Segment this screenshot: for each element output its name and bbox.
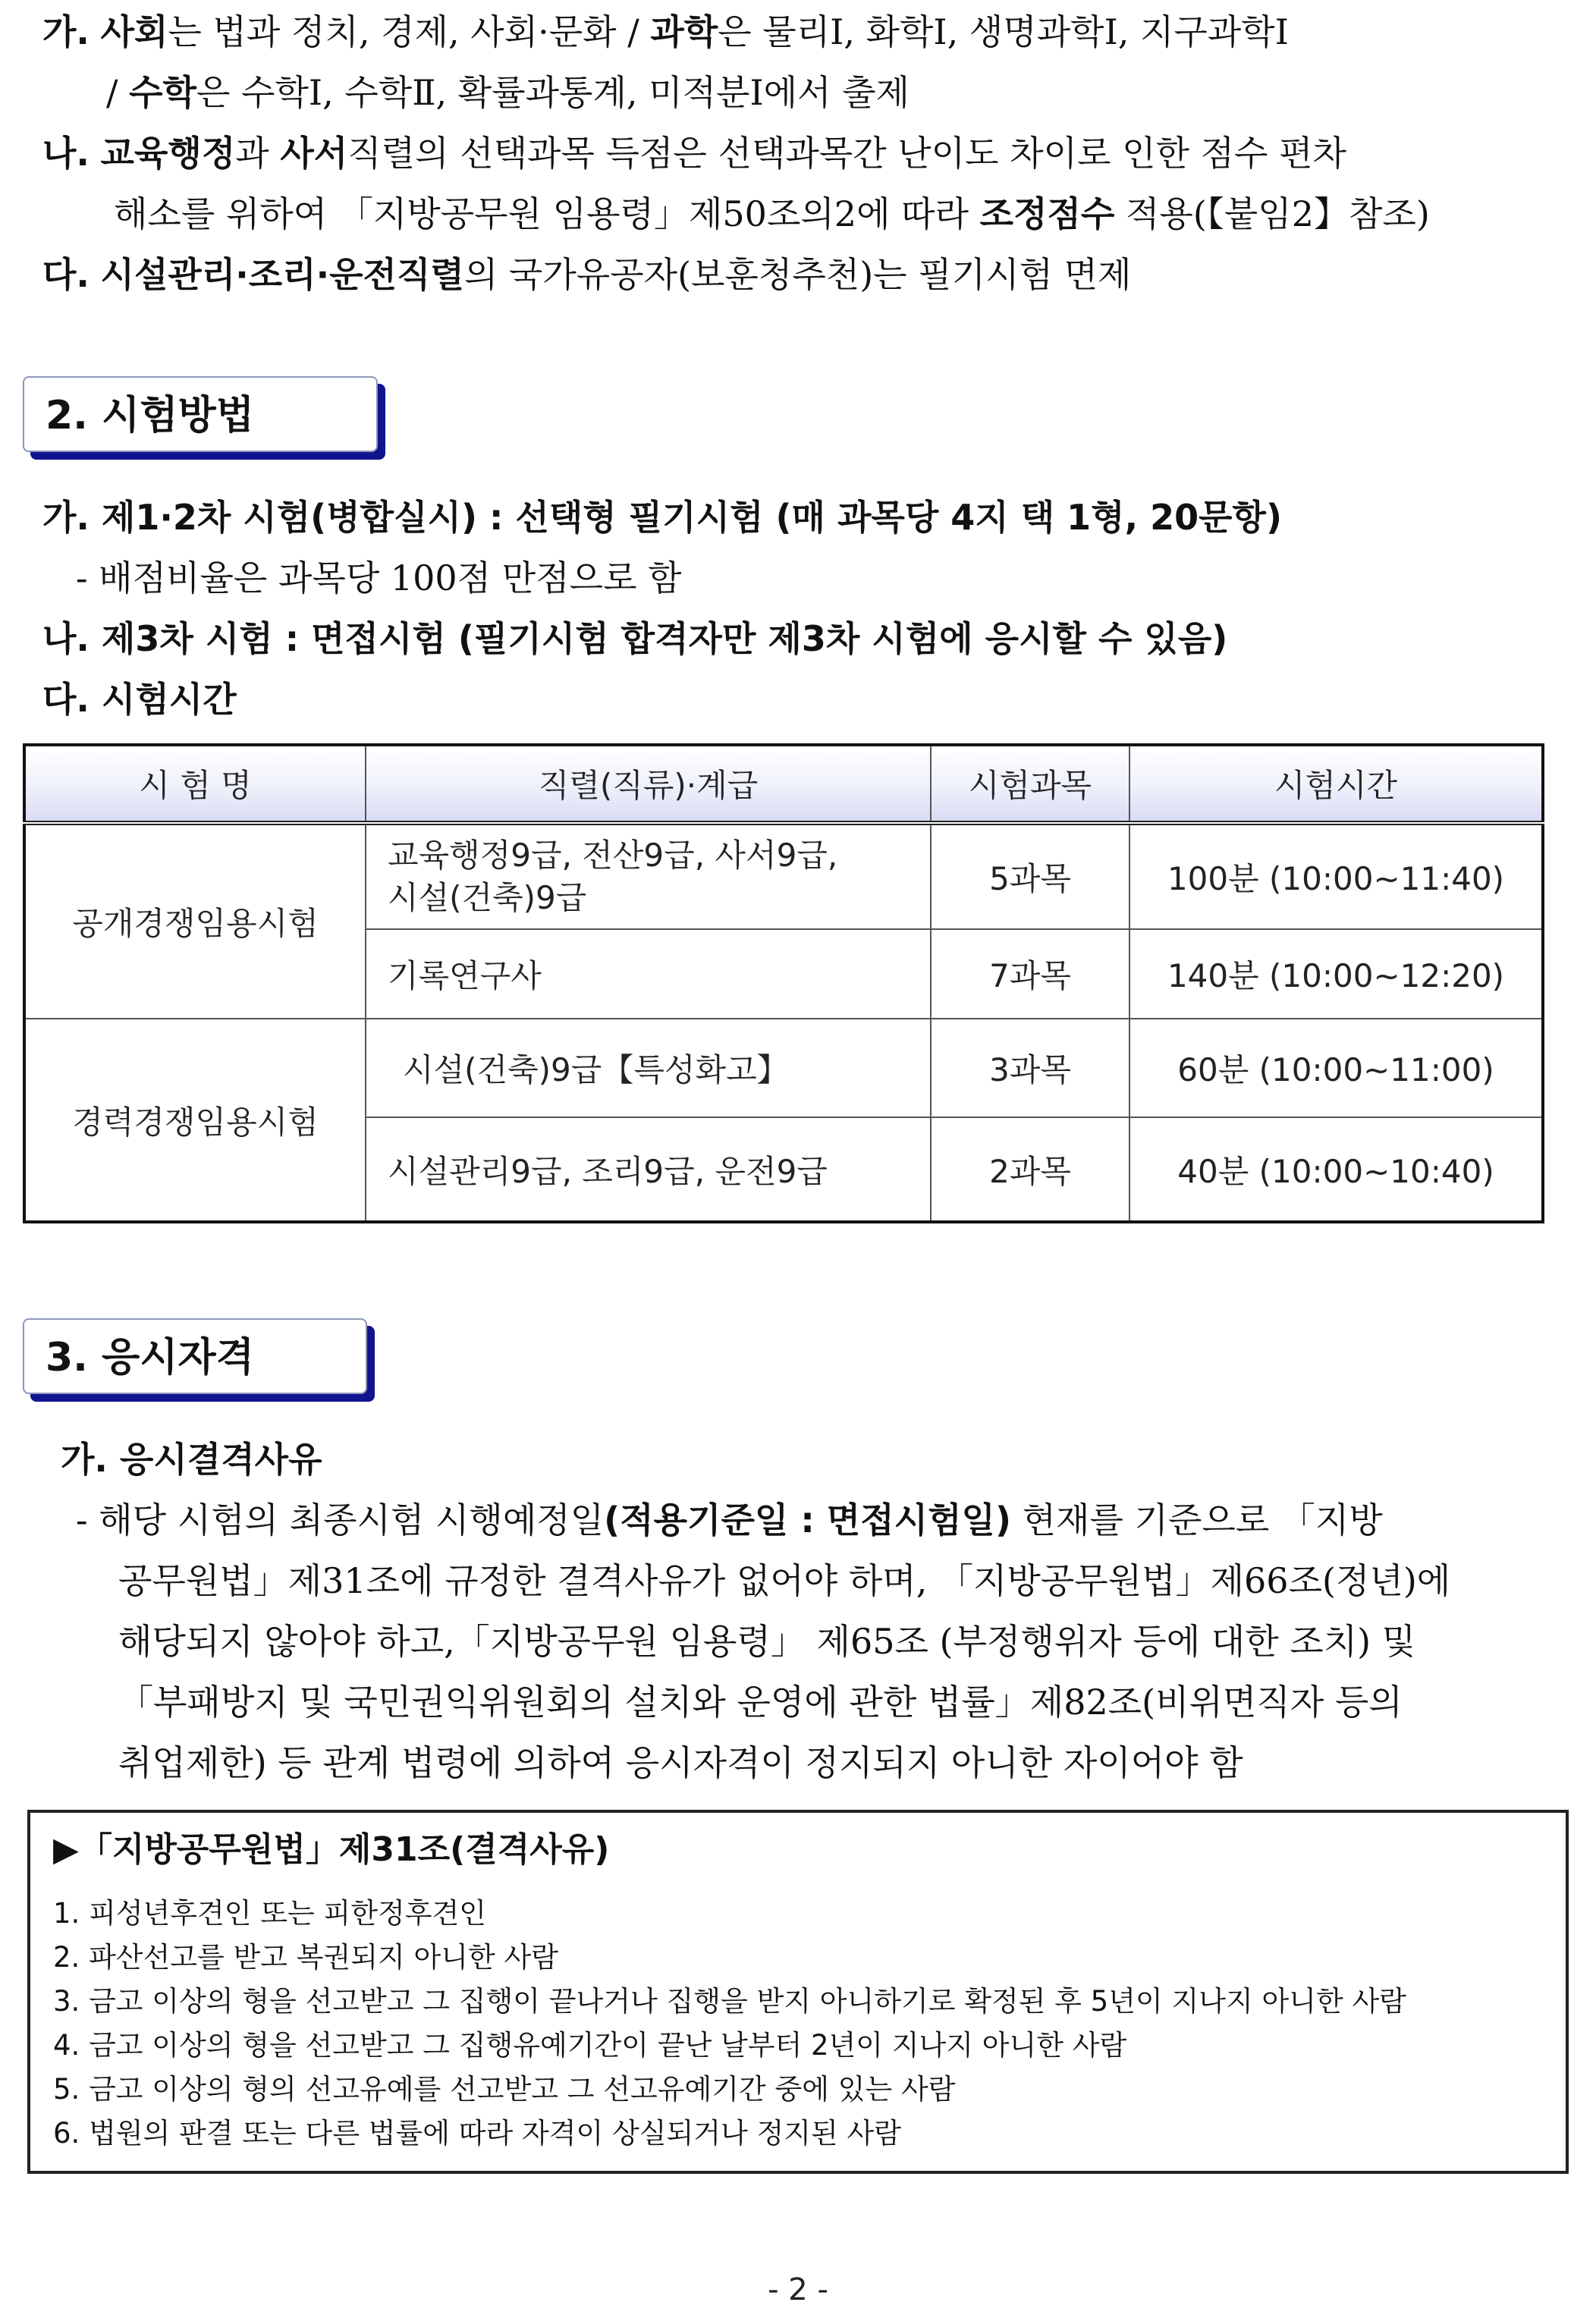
eligibility-paragraph-line: - 해당 시험의 최종시험 시행예정일(적용기준일 : 면접시험일) 현재를 기준으로 「지방: [76, 1500, 1383, 1541]
time-cell: 40분 (10:00~10:40): [1129, 1117, 1543, 1222]
table-header-row: [24, 745, 1543, 823]
law-box-title: ▶「지방공무원법」제31조(결격사유): [53, 1830, 610, 1869]
subjects-cell: 2과목: [931, 1117, 1129, 1222]
eligibility-ga: 가. 응시결격사유: [61, 1439, 322, 1480]
table-row: [24, 1019, 1543, 1117]
eligibility-paragraph-line: 「부패방지 및 국민권익위원회의 설치와 운영에 관한 법률」제82조(비위면직자 등의: [118, 1682, 1403, 1723]
subjects-cell: 7과목: [931, 929, 1129, 1019]
law-item: 2. 파산선고를 받고 복권되지 아니한 사람: [53, 1941, 558, 1974]
eligibility-paragraph-line: 공무원법」제31조에 규정한 결격사유가 없어야 하며, 「지방공무원법」제66조(정년)에: [118, 1560, 1451, 1601]
exam-method-da: 다. 시험시간: [42, 679, 237, 720]
law-item: 5. 금고 이상의 형의 선고유예를 선고받고 그 선고유예기간 중에 있는 사람: [53, 2073, 956, 2106]
series-cell: 시설(건축)9급【특성화고】: [366, 1019, 931, 1117]
exam-name-cell: 경력경쟁임용시험: [24, 1019, 366, 1222]
item-ga-continued: / 수학은 수학Ⅰ, 수학Ⅱ, 확률과통계, 미적분Ⅰ에서 출제: [106, 72, 910, 113]
item-marker: 가.: [42, 11, 90, 52]
item-na-continued: 해소를 위하여 「지방공무원 임용령」제50조의2에 따라 조정점수 적용(【붙임2】참조): [114, 193, 1430, 234]
section-title-eligibility: 3. 응시자격: [23, 1318, 367, 1394]
exam-method-ga-sub: - 배점비율은 과목당 100점 만점으로 함: [76, 557, 682, 598]
time-cell: 60분 (10:00~11:00): [1129, 1019, 1543, 1117]
series-cell: 시설관리9급, 조리9급, 운전9급: [366, 1117, 931, 1222]
disqualification-law-box: [27, 1810, 1569, 2174]
law-item: 6. 법원의 판결 또는 다른 법률에 따라 자격이 상실되거나 정지된 사람: [53, 2117, 901, 2150]
item-marker: 나.: [42, 133, 90, 174]
subjects-cell: 5과목: [931, 823, 1129, 929]
exam-time-table: [23, 743, 1544, 1223]
item-da: 다. 시설관리·조리·운전직렬의 국가유공자(보훈청추천)는 필기시험 면제: [42, 254, 1132, 295]
eligibility-paragraph-line: 취업제한) 등 관계 법령에 의하여 응시자격이 정지되지 아니한 자이어야 함: [118, 1742, 1243, 1783]
subjects-cell: 3과목: [931, 1019, 1129, 1117]
series-cell: 교육행정9급, 전산9급, 사서9급, 시설(건축)9급: [366, 823, 931, 929]
item-ga: 가. 사회는 법과 정치, 경제, 사회·문화 / 과학은 물리Ⅰ, 화학Ⅰ, 생명과학Ⅰ, 지구과학Ⅰ: [42, 11, 1289, 52]
page-number: - 2 -: [768, 2272, 828, 2307]
series-cell: 기록연구사: [366, 929, 931, 1019]
eligibility-paragraph-line: 해당되지 않아야 하고,「지방공무원 임용령」 제65조 (부정행위자 등에 대한 조치) 및: [118, 1621, 1416, 1662]
table-row: [24, 823, 1543, 929]
section-title-exam-method: 2. 시험방법: [23, 376, 378, 452]
law-item: 4. 금고 이상의 형을 선고받고 그 집행유예기간이 끝난 날부터 2년이 지나지 아니한 사람: [53, 2029, 1127, 2062]
header-exam-name: 시 험 명: [24, 745, 366, 823]
exam-name-cell: 공개경쟁임용시험: [24, 823, 366, 1019]
exam-method-ga: 가. 제1·2차 시험(병합실시) : 선택형 필기시험 (매 과목당 4지 택 1형, 20문항): [42, 497, 1283, 538]
header-series-grade: 직렬(직류)·계급: [366, 745, 931, 823]
time-cell: 140분 (10:00~12:20): [1129, 929, 1543, 1019]
item-marker: 다.: [42, 254, 90, 295]
time-cell: 100분 (10:00~11:40): [1129, 823, 1543, 929]
header-exam-time: 시험시간: [1129, 745, 1543, 823]
law-item: 3. 금고 이상의 형을 선고받고 그 집행이 끝나거나 집행을 받지 아니하기로 확정된 후 5년이 지나지 아니한 사람: [53, 1985, 1406, 2018]
header-subjects: 시험과목: [931, 745, 1129, 823]
law-item: 1. 피성년후견인 또는 피한정후견인: [53, 1897, 486, 1930]
exam-method-na: 나. 제3차 시험 : 면접시험 (필기시험 합격자만 제3차 시험에 응시할 수 있음): [42, 618, 1228, 659]
item-na: 나. 교육행정과 사서직렬의 선택과목 득점은 선택과목간 난이도 차이로 인한 점수 편차: [42, 133, 1346, 174]
